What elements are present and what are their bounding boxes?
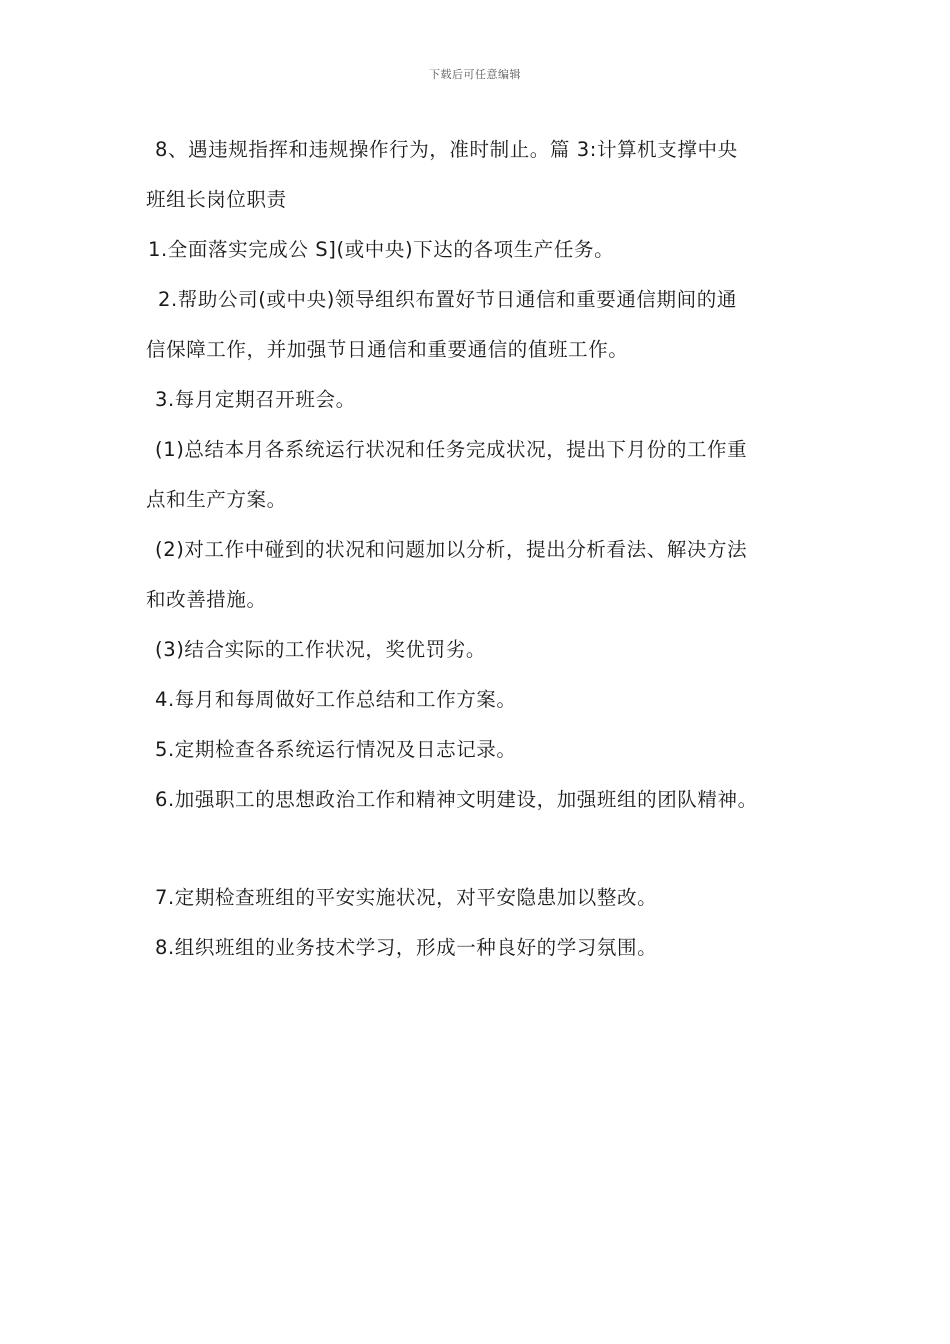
paragraph-line: 1.全面落实完成公 S](或中央)下达的各项生产任务。 (148, 238, 615, 261)
paragraph-line: 8.组织班组的业务技术学习，形成一种良好的学习氛围。 (155, 936, 658, 959)
paragraph-line: 班组长岗位职责 (146, 188, 287, 211)
paragraph-line: 3.每月定期召开班会。 (155, 388, 356, 411)
paragraph-line: 8、遇违规指挥和违规操作行为，准时制止。篇 3:计算机支撑中央 (155, 138, 738, 161)
paragraph-line: (2)对工作中碰到的状况和问题加以分析，提出分析看法、解决方法 (155, 538, 748, 561)
paragraph-line: (3)结合实际的工作状况，奖优罚劣。 (155, 638, 486, 661)
paragraph-line: (1)总结本月各系统运行状况和任务完成状况，提出下月份的工作重 (155, 438, 748, 461)
paragraph-line: 和改善措施。 (146, 588, 267, 611)
paragraph-line: 2.帮助公司(或中央)领导组织布置好节日通信和重要通信期间的通 (158, 288, 737, 311)
paragraph-line: 7.定期检查班组的平安实施状况，对平安隐患加以整改。 (155, 886, 658, 909)
page-header: 下载后可任意编辑 (429, 68, 521, 81)
paragraph-line: 6.加强职工的思想政治工作和精神文明建设，加强班组的团队精神。 (155, 788, 758, 811)
paragraph-line: 4.每月和每周做好工作总结和工作方案。 (155, 688, 517, 711)
paragraph-line: 点和生产方案。 (146, 488, 287, 511)
paragraph-line: 信保障工作，并加强节日通信和重要通信的值班工作。 (146, 338, 629, 361)
paragraph-line: 5.定期检查各系统运行情况及日志记录。 (155, 738, 517, 761)
